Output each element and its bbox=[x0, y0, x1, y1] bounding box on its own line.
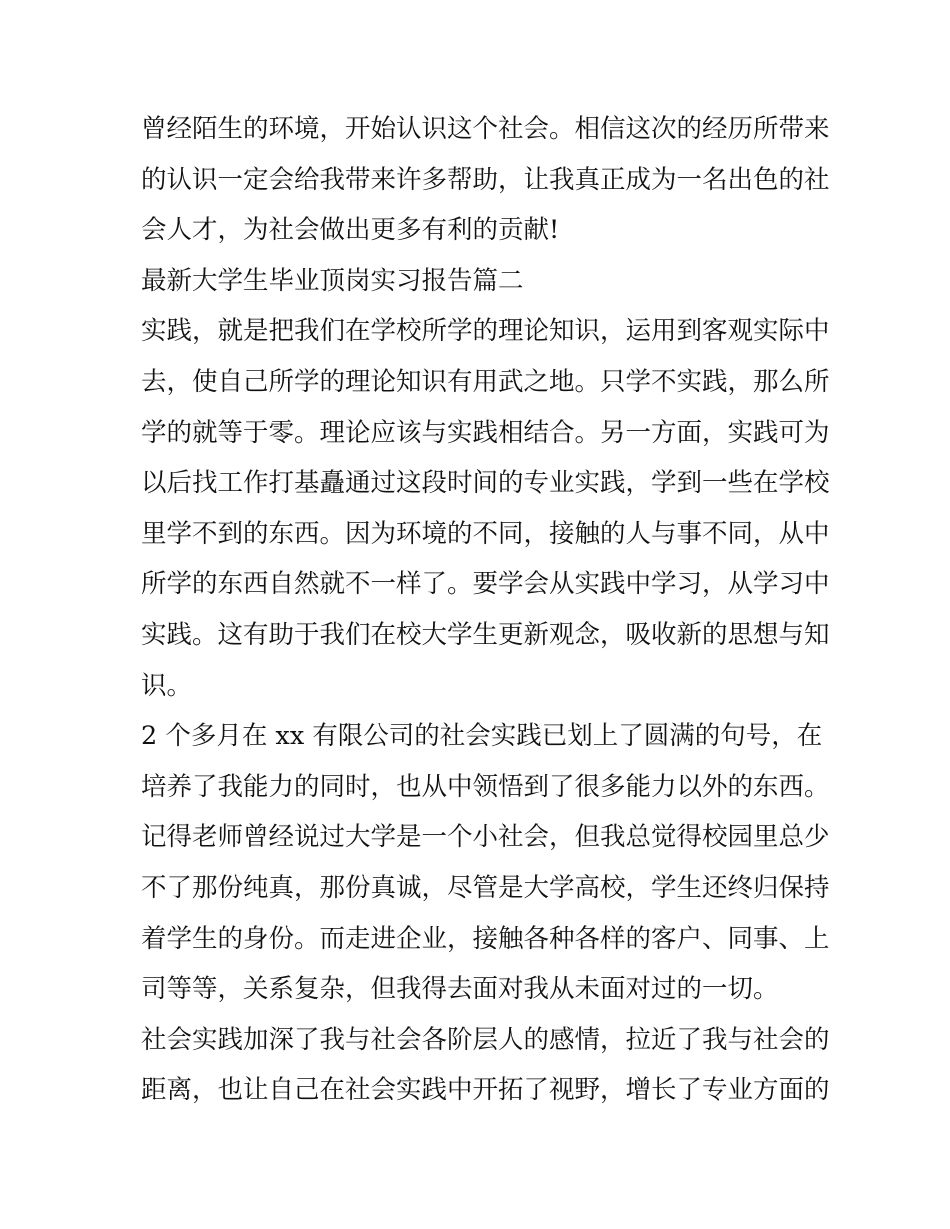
text-line: 里学不到的东西。因为环境的不同，接触的人与事不同，从中 bbox=[141, 518, 830, 549]
text-line: 社会实践加深了我与社会各阶层人的感情，拉近了我与社会的 bbox=[141, 1024, 830, 1055]
text-line: 不了那份纯真，那份真诚，尽管是大学高校，学生还终归保持 bbox=[141, 872, 830, 903]
text-line: 着学生的身份。而走进企业，接触各种各样的客户、同事、上 bbox=[141, 923, 830, 954]
text-line: 司等等，关系复杂，但我得去面对我从未面对过的一切。 bbox=[141, 974, 779, 1005]
text-line: 曾经陌生的环境，开始认识这个社会。相信这次的经历所带来 bbox=[141, 114, 830, 144]
text-line: 的认识一定会给我带来许多帮助，让我真正成为一名出色的社 bbox=[141, 164, 830, 195]
text-line: 以后找工作打基矗通过这段时间的专业实践，学到一些在学校 bbox=[141, 468, 830, 499]
text-line: 识。 bbox=[141, 670, 193, 701]
text-line: 去，使自己所学的理论知识有用武之地。只学不实践，那么所 bbox=[141, 366, 830, 397]
section-heading: 最新大学生毕业顶岗实习报告篇二 bbox=[141, 265, 524, 296]
text-line: 记得老师曾经说过大学是一个小社会，但我总觉得校园里总少 bbox=[141, 822, 830, 853]
text-line: 所学的东西自然就不一样了。要学会从实践中学习，从学习中 bbox=[141, 569, 830, 600]
text-line: 学的就等于零。理论应该与实践相结合。另一方面，实践可为 bbox=[141, 417, 830, 448]
text-line: 实践，就是把我们在学校所学的理论知识，运用到客观实际中 bbox=[141, 316, 830, 347]
text-line: 距离，也让自己在社会实践中开拓了视野，增长了专业方面的 bbox=[141, 1075, 830, 1106]
text-line: 会人才，为社会做出更多有利的贡献! bbox=[141, 215, 560, 246]
text-line: 培养了我能力的同时，也从中领悟到了很多能力以外的东西。 bbox=[141, 771, 830, 802]
document-body bbox=[141, 104, 830, 1116]
text-line: 2 个多月在 xx 有限公司的社会实践已划上了圆满的句号，在 bbox=[141, 721, 823, 752]
text-line: 实践。这有助于我们在校大学生更新观念，吸收新的思想与知 bbox=[141, 619, 830, 650]
